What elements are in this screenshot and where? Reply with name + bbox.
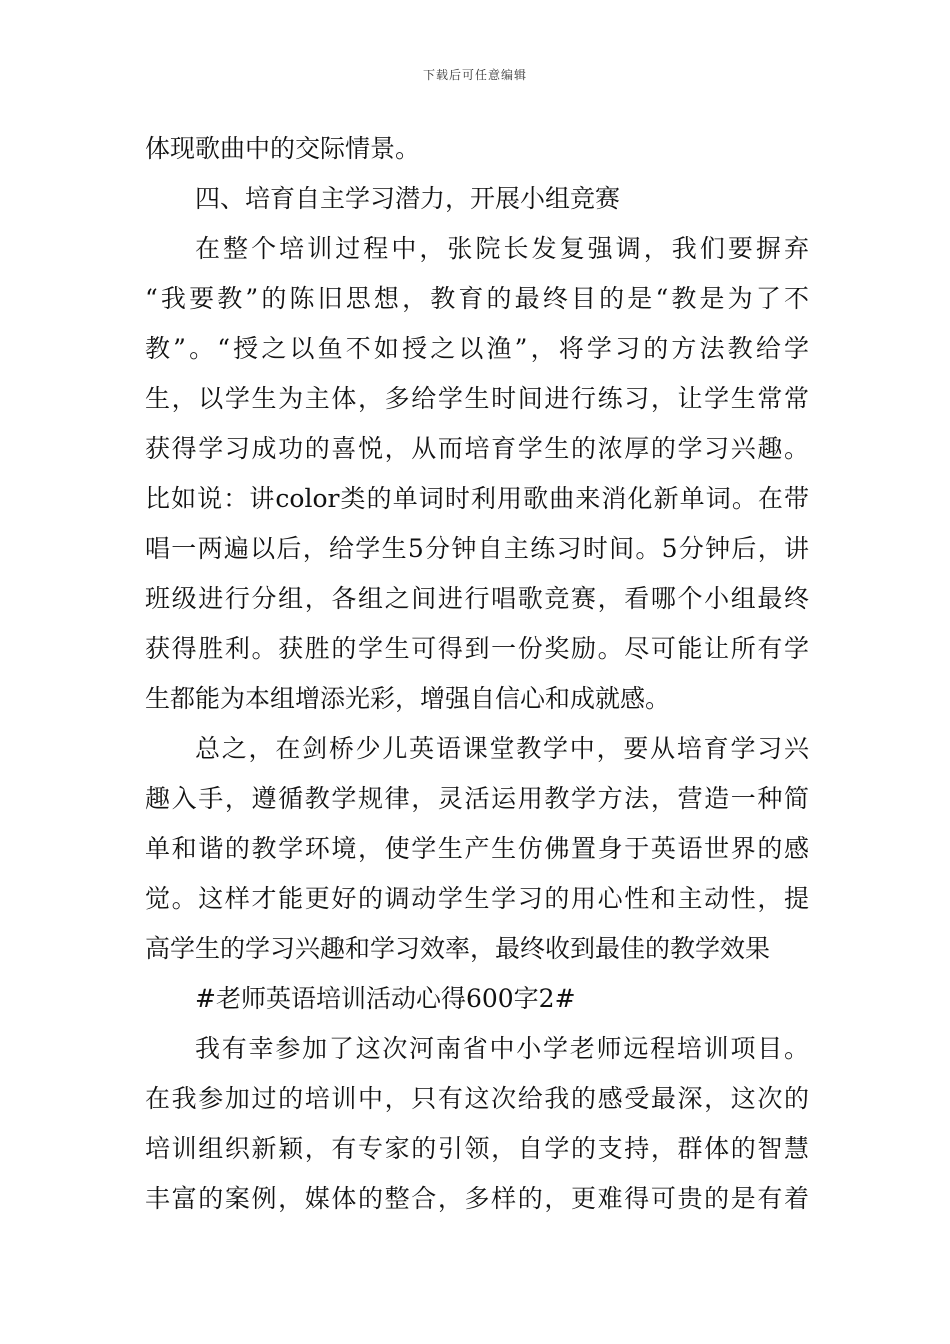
text-line: 教”。“授之以鱼不如授之以渔”，将学习的方法教给学 [145, 334, 809, 363]
text-line: 获得学习成功的喜悦，从而培育学生的浓厚的学习兴趣。 [145, 434, 809, 463]
document-body [145, 124, 809, 1224]
text-line: 高学生的学习兴趣和学习效率，最终收到最佳的教学效果 [145, 934, 771, 963]
text-line: 总之，在剑桥少儿英语课堂教学中，要从培育学习兴 [195, 734, 809, 763]
text-line: 获得胜利。获胜的学生可得到一份奖励。尽可能让所有学 [145, 634, 809, 663]
text-line: 觉。这样才能更好的调动学生学习的用心性和主动性，提 [145, 884, 809, 913]
section-heading: #老师英语培训活动心得600字2# [195, 984, 576, 1013]
text-line: 生都能为本组增添光彩，增强自信心和成就感。 [145, 684, 671, 713]
text-line: 单和谐的教学环境，使学生产生仿佛置身于英语世界的感 [145, 834, 809, 863]
text-line: 在整个培训过程中，张院长发复强调，我们要摒弃 [195, 234, 809, 263]
page-header: 下载后可任意编辑 [422, 68, 527, 82]
text-line: 生，以学生为主体，多给学生时间进行练习，让学生常常 [145, 384, 809, 413]
text-line: 唱一两遍以后，给学生5分钟自主练习时间。5分钟后，讲 [145, 534, 809, 563]
text-line: 趣入手，遵循教学规律，灵活运用教学方法，营造一种简 [145, 784, 809, 813]
text-line: 丰富的案例，媒体的整合，多样的，更难得可贵的是有着 [145, 1184, 809, 1213]
text-line: 班级进行分组，各组之间进行唱歌竞赛，看哪个小组最终 [145, 584, 809, 613]
text-line: 在我参加过的培训中，只有这次给我的感受最深，这次的 [145, 1084, 809, 1113]
text-line: 我有幸参加了这次河南省中小学老师远程培训项目。 [195, 1034, 809, 1063]
text-line: “我要教”的陈旧思想，教育的最终目的是“教是为了不 [145, 284, 809, 313]
text-line: 比如说：讲color类的单词时利用歌曲来消化新单词。在带 [145, 484, 809, 513]
text-line: 体现歌曲中的交际情景。 [145, 134, 421, 163]
text-line: 培训组织新颖，有专家的引领，自学的支持，群体的智慧 [145, 1134, 809, 1163]
section-heading: 四、培育自主学习潜力，开展小组竞赛 [195, 184, 621, 213]
